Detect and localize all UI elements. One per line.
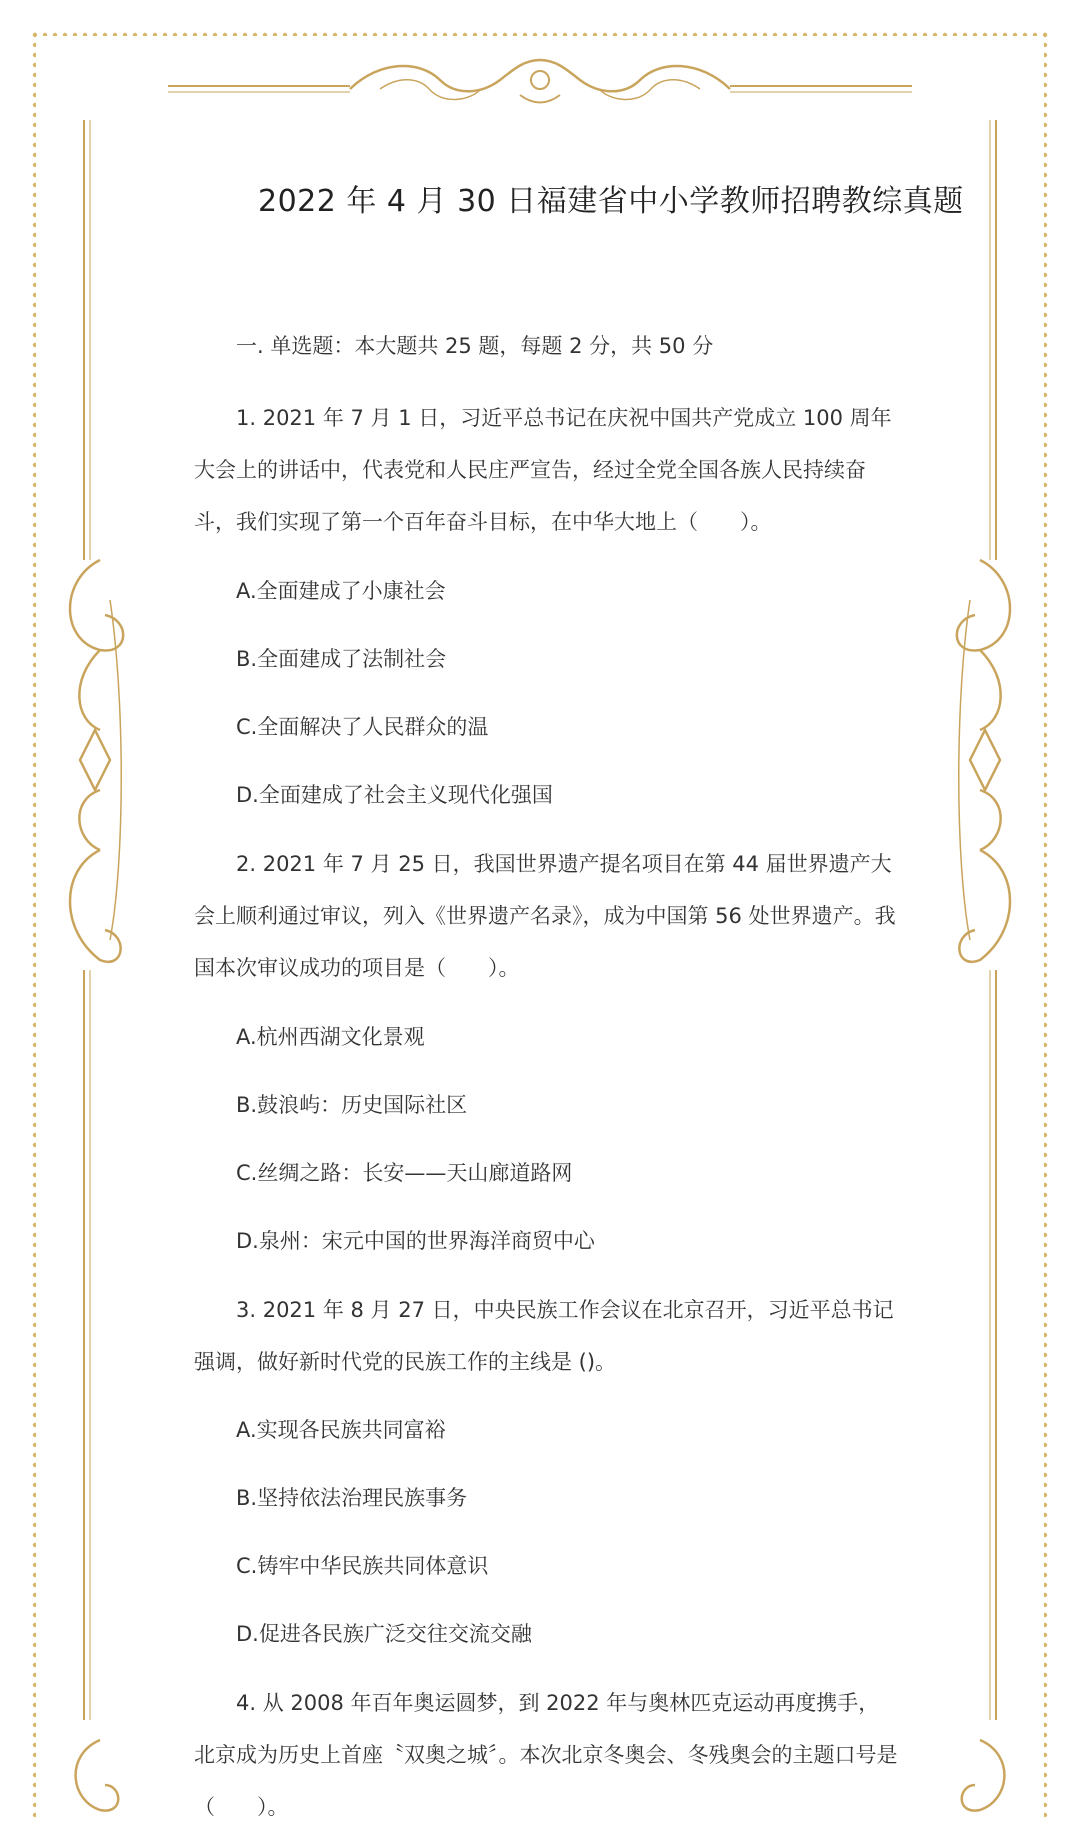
question-3-option-a: A.实现各民族共同富裕	[236, 1418, 446, 1442]
question-1-option-c: C.全面解决了人民群众的温	[236, 715, 489, 739]
left-scroll-ornament	[70, 560, 123, 962]
question-3-option-d: D.促进各民族广泛交往交流交融	[236, 1622, 532, 1646]
right-scroll-ornament	[957, 560, 1010, 962]
question-2-option-c: C.丝绸之路：长安——天山廊道路网	[236, 1161, 573, 1185]
question-2-option-d: D.泉州：宋元中国的世界海洋商贸中心	[236, 1229, 595, 1253]
question-1-option-a: A.全面建成了小康社会	[236, 579, 446, 603]
question-2-option-a: A.杭州西湖文化景观	[236, 1025, 425, 1049]
question-3-option-c: C.铸牢中华民族共同体意识	[236, 1554, 489, 1578]
dotted-border-left	[30, 30, 36, 1820]
left-rule	[84, 120, 90, 1720]
question-4-stem: 4. 从 2008 年百年奥运圆梦，到 2022 年与奥林匹克运动再度携手，北京成为历史上首座〝双奥之城〞。本次北京冬奥会、冬残奥会的主题口号是（ ）。	[194, 1691, 898, 1819]
question-2-option-b: B.鼓浪屿：历史国际社区	[236, 1093, 468, 1117]
bottom-left-scroll	[76, 1740, 119, 1811]
bottom-right-scroll	[962, 1740, 1005, 1811]
top-ornament	[168, 60, 912, 103]
question-3-stem: 3. 2021 年 8 月 27 日，中央民族工作会议在北京召开，习近平总书记强调，做好新时代党的民族工作的主线是 ()。	[194, 1298, 894, 1374]
dotted-border-right	[1044, 30, 1050, 1820]
question-1-option-d: D.全面建成了社会主义现代化强国	[236, 783, 553, 807]
dotted-border-top	[30, 30, 1050, 36]
right-rule	[990, 120, 996, 1720]
question-1-option-b: B.全面建成了法制社会	[236, 647, 447, 671]
question-2-stem: 2. 2021 年 7 月 25 日，我国世界遗产提名项目在第 44 届世界遗产大会上顺利通过审议，列入《世界遗产名录》，成为中国第 56 处世界遗产。我国本次审议成功的项目是（ ）。	[194, 852, 896, 980]
question-1-stem: 1. 2021 年 7 月 1 日，习近平总书记在庆祝中国共产党成立 100 周年大会上的讲话中，代表党和人民庄严宣告，经过全党全国各族人民持续奋斗，我们实现了第一个百年奋斗目标，在中华大地上（ ）。	[194, 406, 892, 534]
section-heading: 一. 单选题：本大题共 25 题，每题 2 分，共 50 分	[236, 334, 714, 358]
question-3-option-b: B.坚持依法治理民族事务	[236, 1486, 468, 1510]
page-title: 2022 年 4 月 30 日福建省中小学教师招聘教综真题	[258, 184, 964, 219]
